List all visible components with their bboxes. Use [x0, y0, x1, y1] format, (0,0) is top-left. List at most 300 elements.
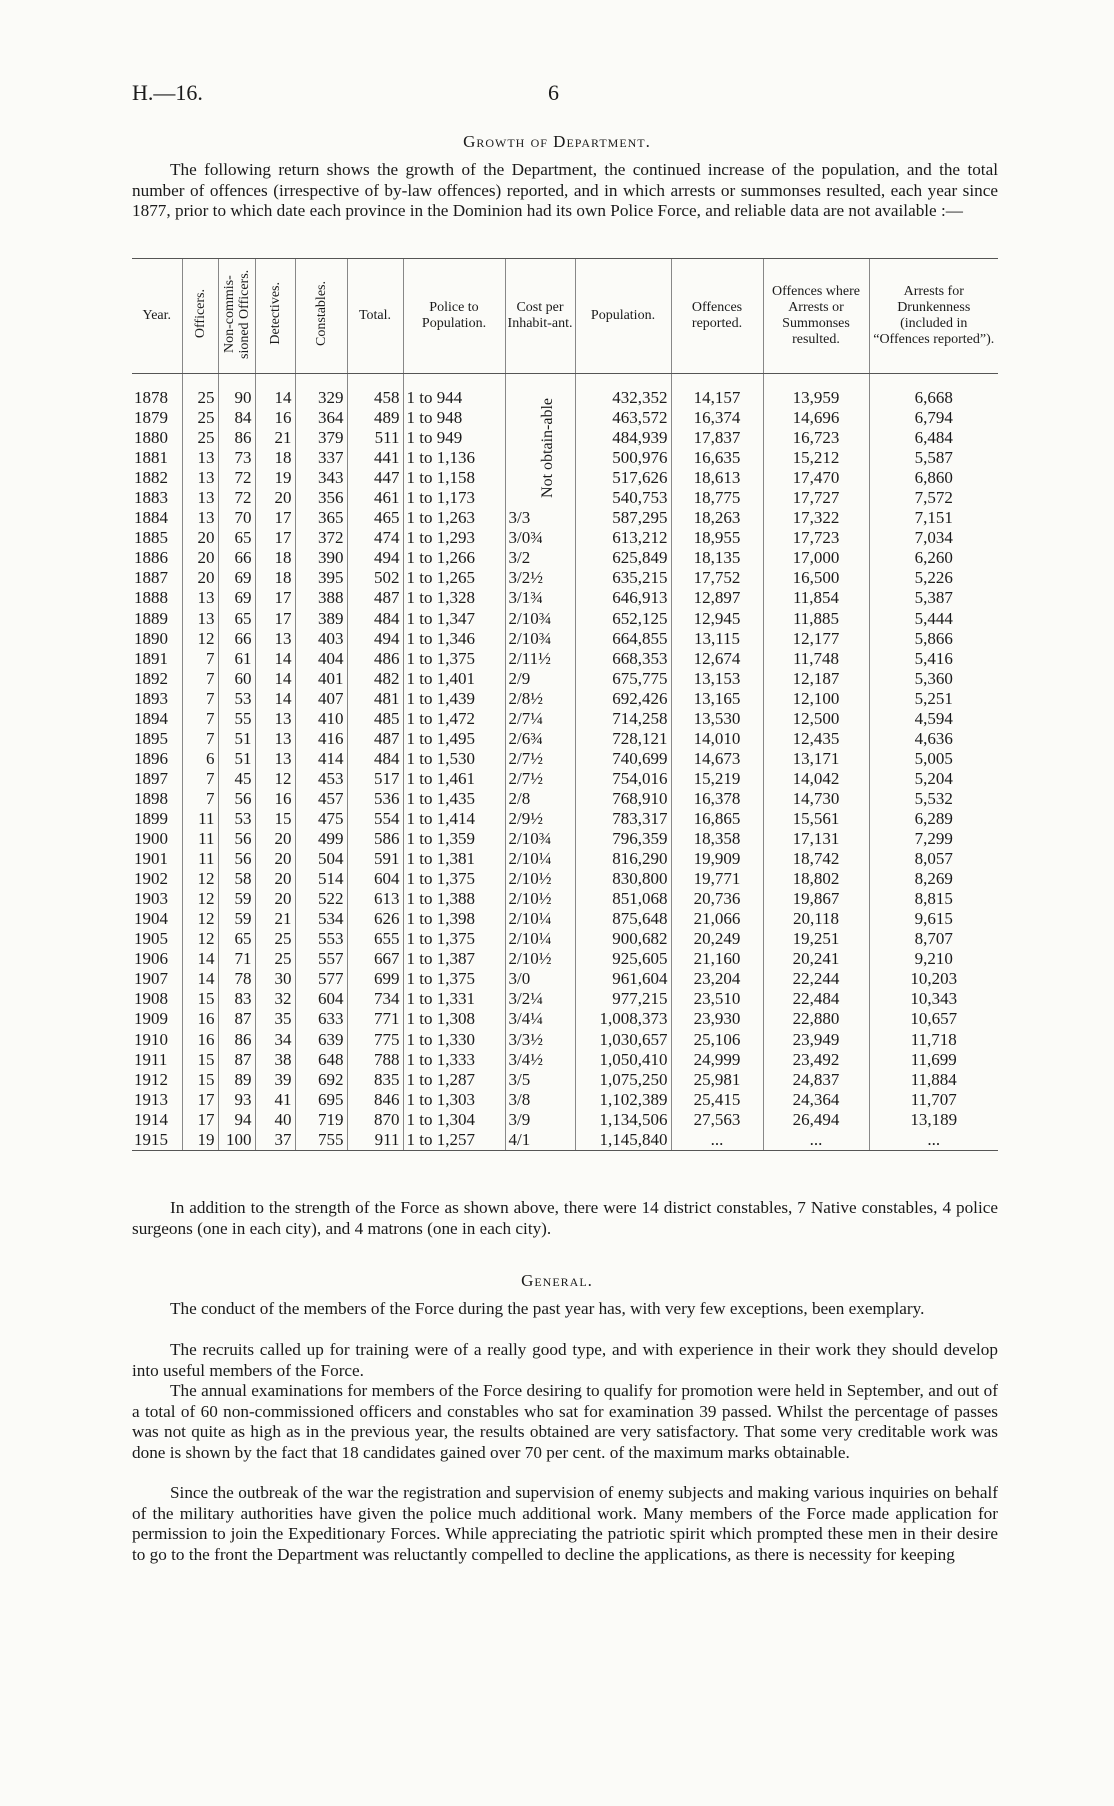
cell-detectives: 37 [255, 1130, 295, 1151]
cell-cost: 2/10¾ [505, 829, 575, 849]
cell-officers: 20 [182, 568, 218, 588]
cell-drunkenness: 8,269 [869, 869, 998, 889]
cell-total: 511 [347, 428, 403, 448]
cell-police-ratio: 1 to 1,375 [403, 929, 505, 949]
cell-year: 1899 [134, 809, 168, 828]
cell-officers: 20 [182, 548, 218, 568]
cell-population: 961,604 [575, 969, 671, 989]
cell-police-ratio: 1 to 1,308 [403, 1009, 505, 1029]
cell-offences: 27,563 [671, 1110, 763, 1130]
header-total: Total. [347, 259, 403, 374]
cell-detectives: 16 [255, 789, 295, 809]
cell-arrests: 11,748 [763, 649, 869, 669]
cell-population: 875,648 [575, 909, 671, 929]
cell-officers: 19 [182, 1130, 218, 1151]
table-row [132, 709, 998, 729]
cell-offences: 24,999 [671, 1050, 763, 1070]
cell-offences: 25,106 [671, 1030, 763, 1050]
cell-drunkenness: 5,005 [869, 749, 998, 769]
cell-year: 1880 [134, 428, 168, 448]
cell-drunkenness: 11,699 [869, 1050, 998, 1070]
cell-police-ratio: 1 to 1,439 [403, 689, 505, 709]
cell-drunkenness: 7,151 [869, 508, 998, 528]
general-paragraph-1: The conduct of the members of the Force during the past year has, with very few exceptions, been exemplary. [170, 1299, 925, 1318]
cell-officers: 7 [182, 649, 218, 669]
cell-officers: 13 [182, 588, 218, 608]
cell-nco: 59 [218, 889, 255, 909]
cell-population: 484,939 [575, 428, 671, 448]
table-row [132, 508, 998, 528]
cell-total: 465 [347, 508, 403, 528]
cell-constables: 648 [295, 1050, 347, 1070]
cell-drunkenness: 8,707 [869, 929, 998, 949]
cell-constables: 719 [295, 1110, 347, 1130]
cell-nco: 51 [218, 749, 255, 769]
cell-population: 1,145,840 [575, 1130, 671, 1151]
table-row [132, 809, 998, 829]
table-row [132, 1050, 998, 1070]
cell-nco: 73 [218, 448, 255, 468]
cell-arrests: 20,241 [763, 949, 869, 969]
cell-officers: 13 [182, 488, 218, 508]
cell-cost: 2/10¼ [505, 849, 575, 869]
cell-total: 846 [347, 1090, 403, 1110]
cell-total: 911 [347, 1130, 403, 1151]
cell-offences: 12,674 [671, 649, 763, 669]
cell-cost: 2/9 [505, 669, 575, 689]
cell-constables: 695 [295, 1090, 347, 1110]
cell-nco: 53 [218, 689, 255, 709]
cell-cost: 2/10½ [505, 869, 575, 889]
cell-drunkenness: 13,189 [869, 1110, 998, 1130]
cell-constables: 577 [295, 969, 347, 989]
cell-drunkenness: 5,387 [869, 588, 998, 608]
cell-officers: 25 [182, 428, 218, 448]
cell-drunkenness: 4,636 [869, 729, 998, 749]
cell-police-ratio: 1 to 948 [403, 408, 505, 428]
cell-police-ratio: 1 to 949 [403, 428, 505, 448]
cell-drunkenness: 7,299 [869, 829, 998, 849]
cell-arrests: 14,696 [763, 408, 869, 428]
cell-police-ratio: 1 to 1,287 [403, 1070, 505, 1090]
header-cost-per-inhabitant: Cost per Inhabit-ant. [505, 259, 575, 374]
cell-detectives: 38 [255, 1050, 295, 1070]
cell-arrests: 17,470 [763, 468, 869, 488]
cell-cost: 2/10¾ [505, 629, 575, 649]
cell-constables: 534 [295, 909, 347, 929]
table-row [132, 588, 998, 608]
cell-population: 728,121 [575, 729, 671, 749]
cell-offences: 25,415 [671, 1090, 763, 1110]
cell-drunkenness: 8,057 [869, 849, 998, 869]
table-row [132, 1130, 998, 1151]
cell-officers: 7 [182, 769, 218, 789]
cell-total: 458 [347, 388, 403, 408]
cell-year: 1908 [134, 989, 168, 1009]
cell-total: 536 [347, 789, 403, 809]
header-police-to-population: Police to Population. [403, 259, 505, 374]
cell-police-ratio: 1 to 1,381 [403, 849, 505, 869]
table-header-row [132, 259, 998, 374]
cell-drunkenness: ... [869, 1130, 998, 1151]
cell-offences: 19,771 [671, 869, 763, 889]
cell-total: 484 [347, 749, 403, 769]
cell-police-ratio: 1 to 1,359 [403, 829, 505, 849]
cell-constables: 633 [295, 1009, 347, 1029]
cell-offences: 18,263 [671, 508, 763, 528]
cell-total: 487 [347, 729, 403, 749]
cell-arrests: 17,727 [763, 488, 869, 508]
table-row [132, 669, 998, 689]
cell-offences: 16,378 [671, 789, 763, 809]
cell-arrests: 12,435 [763, 729, 869, 749]
table-row [132, 428, 998, 448]
cell-offences: 23,204 [671, 969, 763, 989]
cell-cost: 2/10¾ [505, 609, 575, 629]
cell-drunkenness: 5,226 [869, 568, 998, 588]
cell-constables: 639 [295, 1030, 347, 1050]
cell-detectives: 13 [255, 709, 295, 729]
cell-nco: 86 [218, 1030, 255, 1050]
cell-officers: 13 [182, 448, 218, 468]
cell-officers: 7 [182, 709, 218, 729]
cell-detectives: 17 [255, 609, 295, 629]
cell-drunkenness: 8,815 [869, 889, 998, 909]
cell-drunkenness: 6,860 [869, 468, 998, 488]
cell-total: 502 [347, 568, 403, 588]
cell-drunkenness: 5,204 [869, 769, 998, 789]
table-row [132, 889, 998, 909]
cell-arrests: 11,885 [763, 609, 869, 629]
cell-offences: 12,945 [671, 609, 763, 629]
table-row [132, 388, 998, 408]
document-reference: H.—16. [132, 80, 203, 105]
cell-total: 604 [347, 869, 403, 889]
cell-cost: 3/0 [505, 969, 575, 989]
not-obtainable-note: Not obtain-able [539, 398, 556, 498]
cell-year: 1885 [134, 528, 168, 548]
cell-constables: 390 [295, 548, 347, 568]
cell-drunkenness: 11,884 [869, 1070, 998, 1090]
cell-arrests: 20,118 [763, 909, 869, 929]
cell-total: 489 [347, 408, 403, 428]
cell-offences: 23,930 [671, 1009, 763, 1029]
table-row [132, 548, 998, 568]
cell-nco: 78 [218, 969, 255, 989]
cell-officers: 25 [182, 388, 218, 408]
cell-total: 667 [347, 949, 403, 969]
cell-total: 482 [347, 669, 403, 689]
cell-officers: 12 [182, 869, 218, 889]
cell-constables: 365 [295, 508, 347, 528]
cell-population: 652,125 [575, 609, 671, 629]
cell-total: 734 [347, 989, 403, 1009]
cell-constables: 504 [295, 849, 347, 869]
page-number: 6 [548, 80, 559, 105]
cell-year: 1882 [134, 468, 168, 488]
header-offences-arrests: Offences where Arrests or Summonses resulted. [763, 259, 869, 374]
cell-arrests: 19,867 [763, 889, 869, 909]
cell-detectives: 14 [255, 669, 295, 689]
cell-year: 1902 [134, 869, 168, 889]
cell-year: 1906 [134, 949, 168, 969]
cell-year: 1891 [134, 648, 168, 668]
cell-detectives: 34 [255, 1030, 295, 1050]
cell-constables: 388 [295, 588, 347, 608]
cell-constables: 522 [295, 889, 347, 909]
cell-officers: 15 [182, 989, 218, 1009]
cell-arrests: ... [763, 1130, 869, 1151]
table-row [132, 1030, 998, 1050]
cell-detectives: 14 [255, 649, 295, 669]
cell-population: 1,030,657 [575, 1030, 671, 1050]
cell-officers: 14 [182, 949, 218, 969]
cell-population: 675,775 [575, 669, 671, 689]
cell-arrests: 17,131 [763, 829, 869, 849]
cell-drunkenness: 5,251 [869, 689, 998, 709]
cell-arrests: 14,730 [763, 789, 869, 809]
cell-nco: 89 [218, 1070, 255, 1090]
cell-arrests: 26,494 [763, 1110, 869, 1130]
cell-year: 1914 [134, 1109, 168, 1129]
cell-police-ratio: 1 to 1,530 [403, 749, 505, 769]
cell-officers: 13 [182, 508, 218, 528]
cell-detectives: 40 [255, 1110, 295, 1130]
cell-constables: 755 [295, 1130, 347, 1151]
cell-arrests: 23,949 [763, 1030, 869, 1050]
cell-year: 1915 [132, 1130, 182, 1151]
cell-police-ratio: 1 to 1,304 [403, 1110, 505, 1130]
cell-police-ratio: 1 to 1,387 [403, 949, 505, 969]
cell-offences: 20,736 [671, 889, 763, 909]
cell-nco: 60 [218, 669, 255, 689]
cell-constables: 404 [295, 649, 347, 669]
cell-detectives: 41 [255, 1090, 295, 1110]
table-row [132, 869, 998, 889]
cell-year: 1893 [134, 688, 168, 708]
cell-detectives: 13 [255, 729, 295, 749]
cell-offences: 13,530 [671, 709, 763, 729]
cell-detectives: 13 [255, 629, 295, 649]
table-row [132, 468, 998, 488]
cell-year: 1883 [134, 488, 168, 508]
cell-offences: 14,157 [671, 388, 763, 408]
cell-police-ratio: 1 to 1,173 [403, 488, 505, 508]
cell-detectives: 18 [255, 568, 295, 588]
cell-police-ratio: 1 to 1,158 [403, 468, 505, 488]
cell-population: 1,050,410 [575, 1050, 671, 1070]
cell-arrests: 15,212 [763, 448, 869, 468]
general-paragraph-2: The recruits called up for training were of a really good type, and with experience in their work they should develop into useful members of the Force. [132, 1340, 998, 1380]
cell-drunkenness: 5,444 [869, 609, 998, 629]
cell-offences: 13,153 [671, 669, 763, 689]
cell-constables: 416 [295, 729, 347, 749]
cell-officers: 11 [182, 849, 218, 869]
general-paragraph-3: The annual examinations for members of the Force desiring to qualify for promotion were held in September, and out of a total of 60 non-commissioned officers and constables who sat for examination 39 passed. Whilst the percentage of passes was not quite as high as in the previous year, the results obtained are very satisfactory. That some very creditable work was done is shown by the fact that 18 candidates gained over 70 per cent. of the maximum marks obtainable. [132, 1381, 998, 1462]
cell-police-ratio: 1 to 1,331 [403, 989, 505, 1009]
table-row [132, 949, 998, 969]
cell-offences: 13,165 [671, 689, 763, 709]
cell-police-ratio: 1 to 1,461 [403, 769, 505, 789]
cell-year: 1896 [134, 748, 168, 768]
cell-constables: 407 [295, 689, 347, 709]
table-spacer-row [132, 374, 998, 389]
cell-officers: 12 [182, 889, 218, 909]
cell-population: 432,352 [575, 388, 671, 408]
cell-drunkenness: 7,034 [869, 528, 998, 548]
cell-cost: 2/7½ [505, 769, 575, 789]
cell-arrests: 14,042 [763, 769, 869, 789]
cell-population: 692,426 [575, 689, 671, 709]
cell-year: 1878 [134, 388, 168, 408]
cell-year: 1895 [134, 728, 168, 748]
cell-drunkenness: 6,289 [869, 809, 998, 829]
cell-arrests: 16,723 [763, 428, 869, 448]
cell-detectives: 20 [255, 869, 295, 889]
cell-population: 517,626 [575, 468, 671, 488]
cell-total: 655 [347, 929, 403, 949]
cell-nco: 56 [218, 789, 255, 809]
cell-cost: 3/9 [505, 1110, 575, 1130]
table-row [132, 789, 998, 809]
table-row [132, 1090, 998, 1110]
cell-police-ratio: 1 to 1,414 [403, 809, 505, 829]
cell-offences: 18,955 [671, 528, 763, 548]
cell-constables: 453 [295, 769, 347, 789]
cell-police-ratio: 1 to 1,401 [403, 669, 505, 689]
cell-police-ratio: 1 to 1,257 [403, 1130, 505, 1151]
cell-offences: 20,249 [671, 929, 763, 949]
cell-population: 646,913 [575, 588, 671, 608]
cell-drunkenness: 5,416 [869, 649, 998, 669]
cell-population: 830,800 [575, 869, 671, 889]
cell-drunkenness: 5,866 [869, 629, 998, 649]
cell-cost: 2/7½ [505, 749, 575, 769]
cell-year: 1892 [134, 668, 168, 688]
cell-officers: 12 [182, 909, 218, 929]
cell-police-ratio: 1 to 1,375 [403, 869, 505, 889]
cell-constables: 403 [295, 629, 347, 649]
cell-population: 740,699 [575, 749, 671, 769]
cell-offences: 23,510 [671, 989, 763, 1009]
cell-offences: 12,897 [671, 588, 763, 608]
cell-constables: 364 [295, 408, 347, 428]
cell-arrests: 18,742 [763, 849, 869, 869]
cell-drunkenness: 5,532 [869, 789, 998, 809]
cell-offences: ... [671, 1130, 763, 1151]
cell-nco: 61 [218, 649, 255, 669]
cell-cost: 3/1¾ [505, 588, 575, 608]
cell-population: 635,215 [575, 568, 671, 588]
cell-offences: 14,010 [671, 729, 763, 749]
cell-detectives: 20 [255, 829, 295, 849]
cell-police-ratio: 1 to 1,388 [403, 889, 505, 909]
cell-nco: 51 [218, 729, 255, 749]
table-row [132, 629, 998, 649]
cell-police-ratio: 1 to 1,346 [403, 629, 505, 649]
cell-cost: 2/10½ [505, 949, 575, 969]
cell-arrests: 22,484 [763, 989, 869, 1009]
cell-constables: 457 [295, 789, 347, 809]
cell-total: 788 [347, 1050, 403, 1070]
cell-arrests: 12,100 [763, 689, 869, 709]
cell-nco: 58 [218, 869, 255, 889]
cell-year: 1909 [134, 1009, 168, 1029]
cell-year: 1900 [134, 829, 168, 849]
cell-year: 1879 [134, 408, 168, 428]
cell-constables: 343 [295, 468, 347, 488]
cell-population: 613,212 [575, 528, 671, 548]
table-row [132, 929, 998, 949]
cell-offences: 18,358 [671, 829, 763, 849]
cell-population: 816,290 [575, 849, 671, 869]
cell-population: 1,075,250 [575, 1070, 671, 1090]
cell-detectives: 21 [255, 909, 295, 929]
table-row [132, 448, 998, 468]
cell-cost: 3/2¼ [505, 989, 575, 1009]
cell-police-ratio: 1 to 1,263 [403, 508, 505, 528]
cell-constables: 329 [295, 388, 347, 408]
cell-cost: 3/3 [505, 508, 575, 528]
table-row [132, 1070, 998, 1090]
cell-nco: 56 [218, 849, 255, 869]
cell-year: 1907 [134, 969, 168, 989]
cell-drunkenness: 11,707 [869, 1090, 998, 1110]
cell-detectives: 21 [255, 428, 295, 448]
cell-constables: 475 [295, 809, 347, 829]
table-row [132, 1110, 998, 1130]
header-officers: Officers. [182, 259, 218, 374]
cell-officers: 12 [182, 929, 218, 949]
cell-total: 699 [347, 969, 403, 989]
cell-year: 1904 [134, 909, 168, 929]
cell-detectives: 19 [255, 468, 295, 488]
table-row [132, 649, 998, 669]
cell-arrests: 24,364 [763, 1090, 869, 1110]
cell-nco: 86 [218, 428, 255, 448]
cell-drunkenness: 6,668 [869, 388, 998, 408]
cell-cost: 2/8 [505, 789, 575, 809]
cell-drunkenness: 6,794 [869, 408, 998, 428]
cell-arrests: 23,492 [763, 1050, 869, 1070]
cell-drunkenness: 6,484 [869, 428, 998, 448]
header-year: Year. [132, 259, 182, 374]
cell-total: 613 [347, 889, 403, 909]
cell-total: 494 [347, 548, 403, 568]
cell-cost: 2/11½ [505, 649, 575, 669]
cell-nco: 56 [218, 829, 255, 849]
table-row [132, 769, 998, 789]
cell-total: 481 [347, 689, 403, 709]
table-row [132, 1009, 998, 1029]
cell-nco: 55 [218, 709, 255, 729]
cell-drunkenness: 10,657 [869, 1009, 998, 1029]
cell-police-ratio: 1 to 944 [403, 388, 505, 408]
cell-detectives: 17 [255, 588, 295, 608]
cell-officers: 17 [182, 1110, 218, 1130]
cell-offences: 13,115 [671, 629, 763, 649]
cell-detectives: 13 [255, 749, 295, 769]
cell-constables: 401 [295, 669, 347, 689]
cell-cost: 2/10¼ [505, 929, 575, 949]
cell-nco: 65 [218, 609, 255, 629]
cell-year: 1905 [134, 929, 168, 949]
cell-nco: 100 [218, 1130, 255, 1151]
cell-offences: 21,066 [671, 909, 763, 929]
cell-cost: 3/3½ [505, 1030, 575, 1050]
cell-total: 485 [347, 709, 403, 729]
cell-year: 1898 [134, 788, 168, 808]
